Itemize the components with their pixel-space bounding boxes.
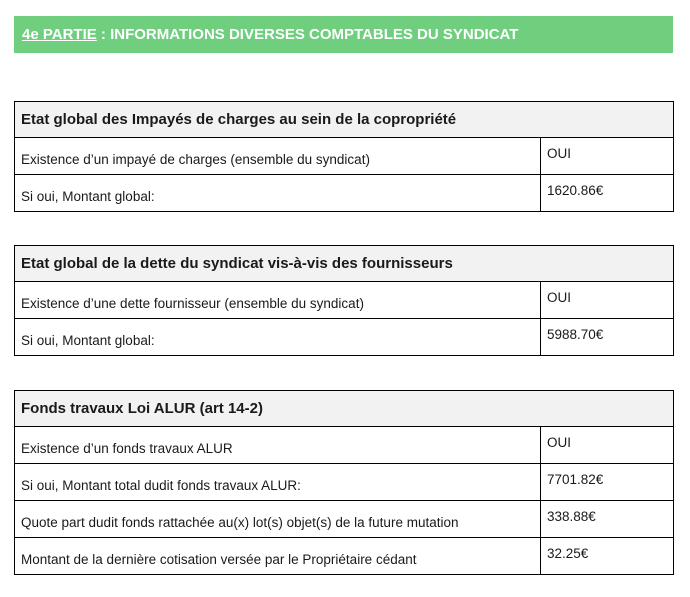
row-value: 32.25€ [541, 538, 674, 575]
supplier-debt-table [14, 245, 674, 356]
row-label: Existence d’un impayé de charges (ensemble du syndicat) [15, 138, 541, 175]
banner-title: INFORMATIONS DIVERSES COMPTABLES DU SYNDICAT [110, 26, 519, 43]
section-banner [14, 16, 673, 53]
table-row [15, 282, 674, 319]
row-value: OUI [541, 427, 674, 464]
row-label: Quote part dudit fonds rattachée au(x) lot(s) objet(s) de la future mutation [15, 501, 541, 538]
unpaid-charges-table [14, 101, 674, 212]
table-row [15, 138, 674, 175]
row-value: 1620.86€ [541, 175, 674, 212]
row-label: Existence d’une dette fournisseur (ensemble du syndicat) [15, 282, 541, 319]
row-value: 5988.70€ [541, 319, 674, 356]
table-header: Etat global des Impayés de charges au sein de la copropriété [15, 102, 674, 138]
alur-fund-table [14, 390, 674, 575]
table-row [15, 538, 674, 575]
row-value: 338.88€ [541, 501, 674, 538]
table-row [15, 501, 674, 538]
row-label: Si oui, Montant total dudit fonds travaux ALUR: [15, 464, 541, 501]
row-label: Montant de la dernière cotisation versée par le Propriétaire cédant [15, 538, 541, 575]
row-value: 7701.82€ [541, 464, 674, 501]
table-header: Etat global de la dette du syndicat vis-à-vis des fournisseurs [15, 246, 674, 282]
table-row [15, 427, 674, 464]
row-label: Existence d’un fonds travaux ALUR [15, 427, 541, 464]
table-row [15, 464, 674, 501]
row-value: OUI [541, 282, 674, 319]
row-label: Si oui, Montant global: [15, 319, 541, 356]
table-header: Fonds travaux Loi ALUR (art 14-2) [15, 391, 674, 427]
table-row [15, 319, 674, 356]
table-row [15, 175, 674, 212]
banner-separator: : [96, 26, 111, 43]
row-label: Si oui, Montant global: [15, 175, 541, 212]
part-link[interactable]: 4e PARTIE [22, 26, 97, 43]
row-value: OUI [541, 138, 674, 175]
